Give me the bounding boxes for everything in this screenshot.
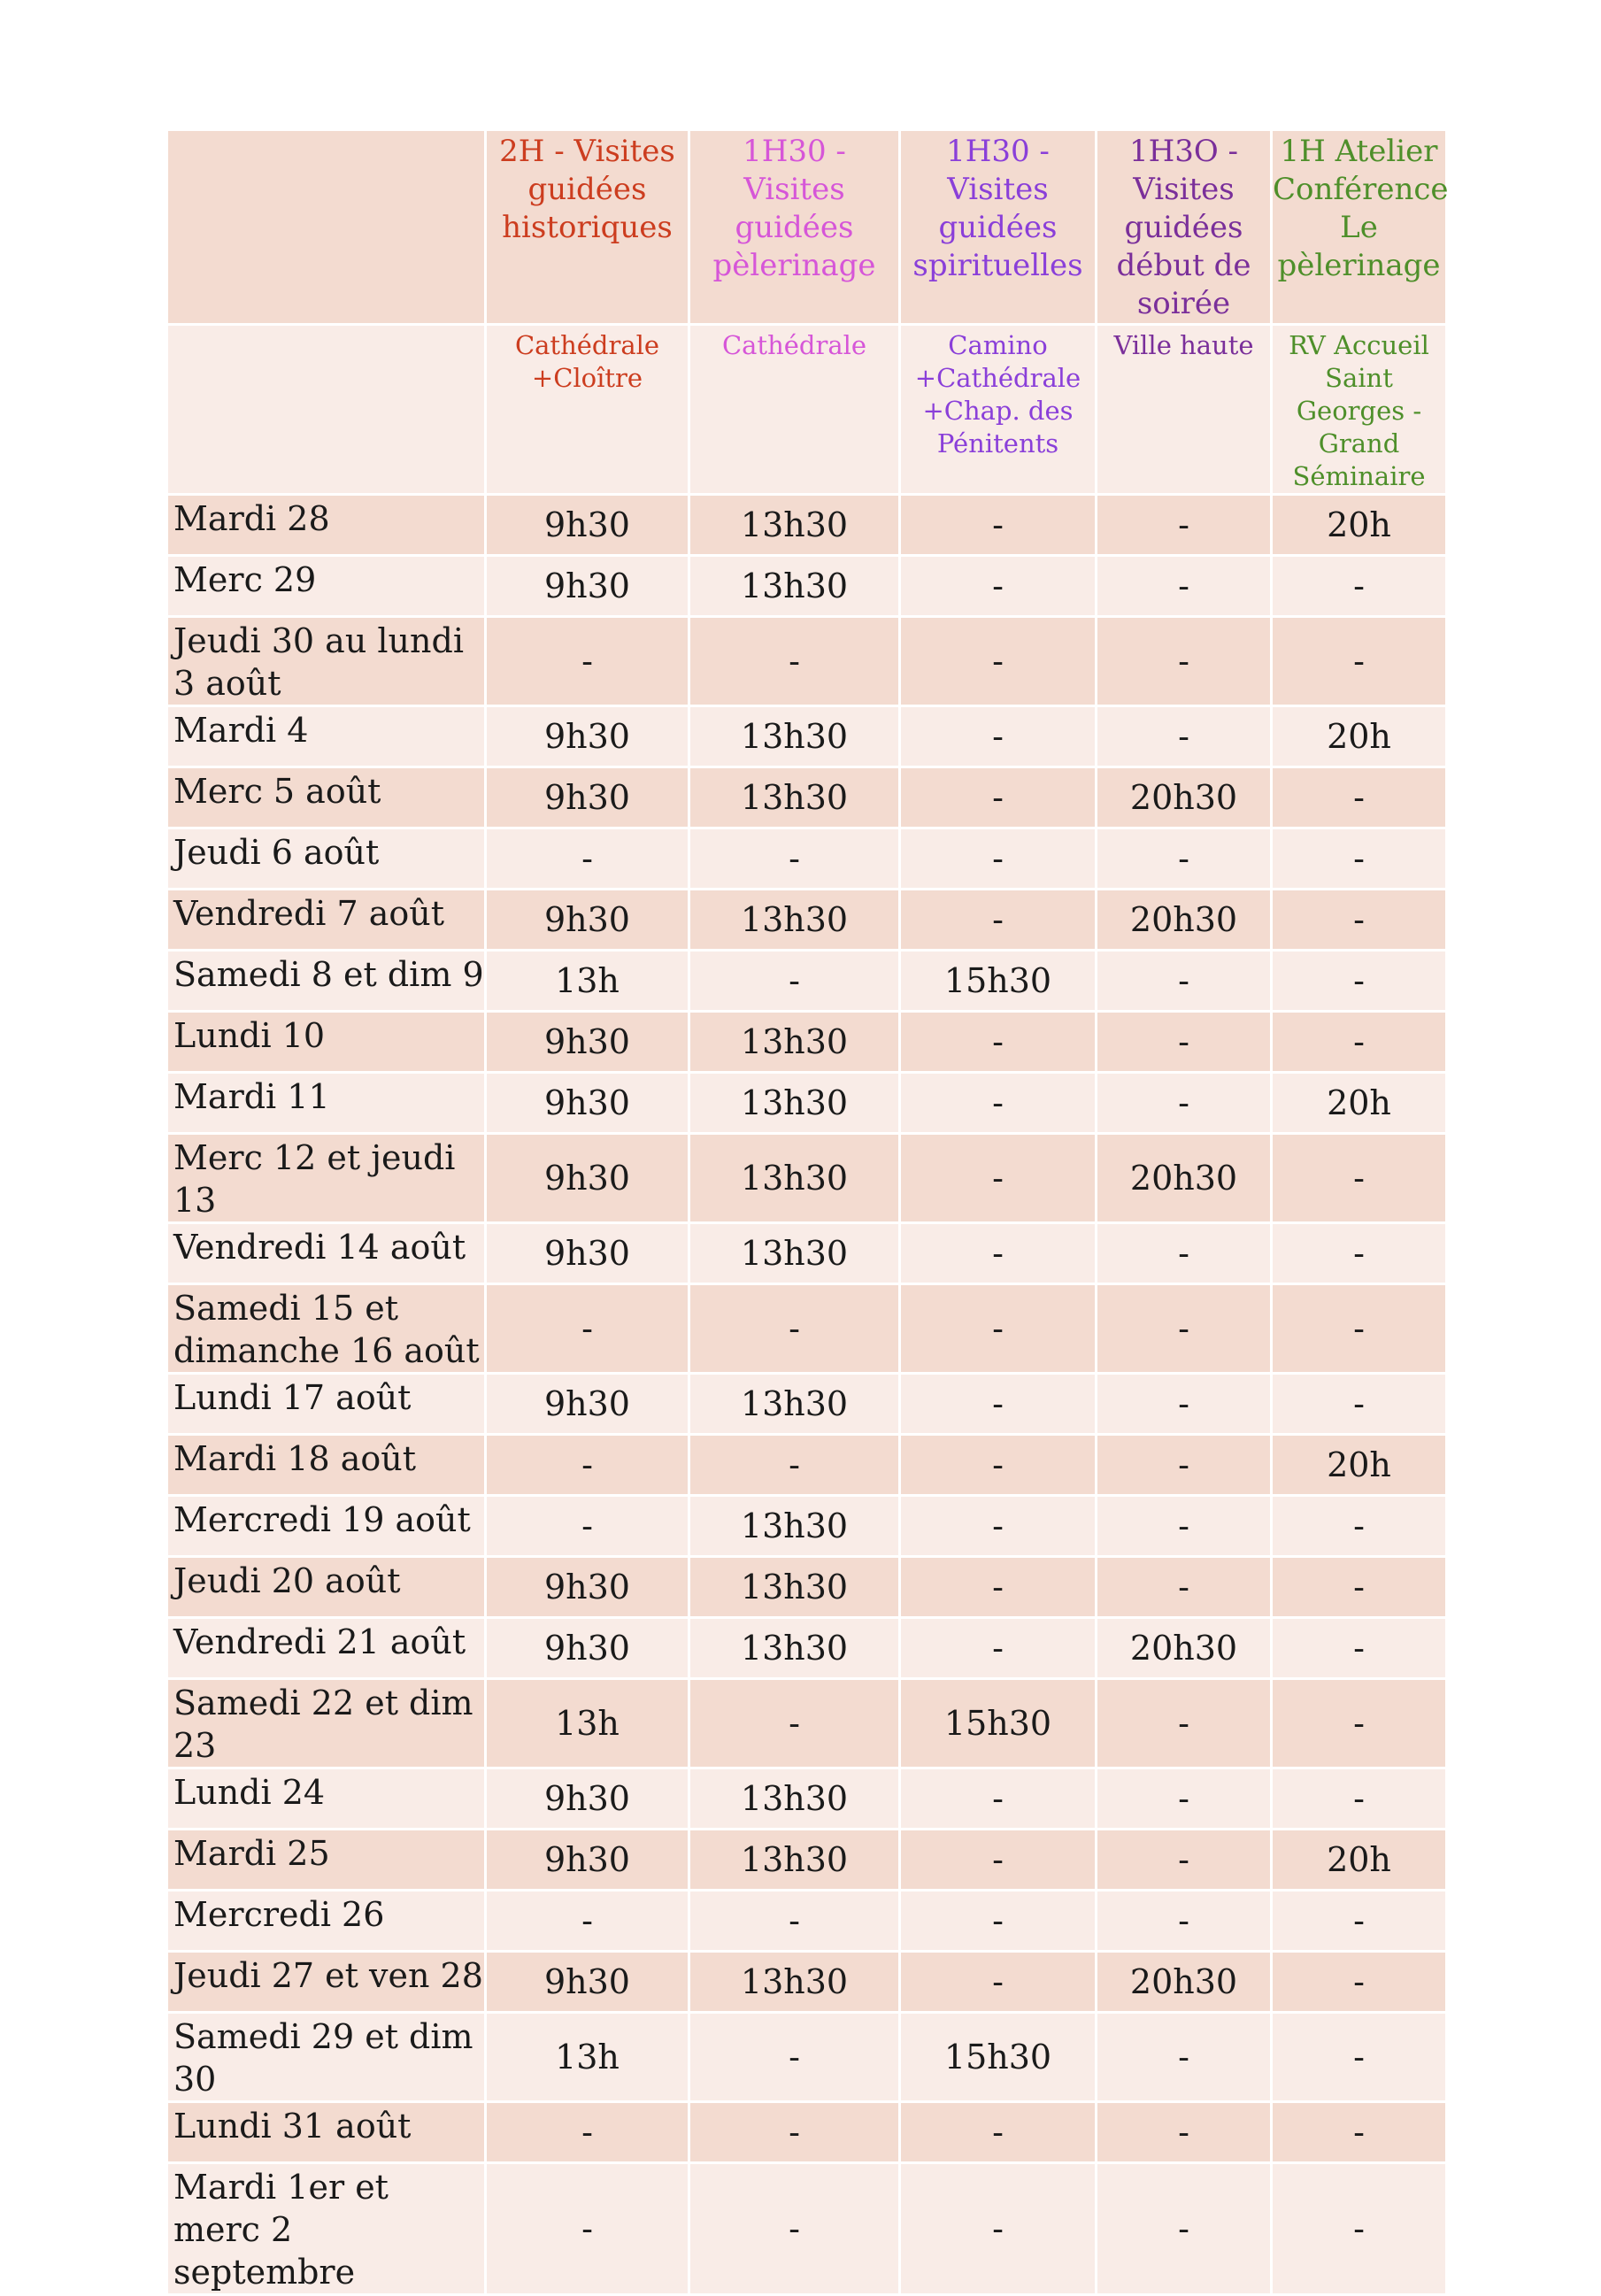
- table-row: [167, 556, 1447, 617]
- row-cell-value: 13h30: [689, 1952, 900, 2013]
- row-cell-value: 9h30: [486, 1557, 689, 1618]
- row-cell-value: -: [486, 1284, 689, 1374]
- row-cell-value: -: [689, 828, 900, 890]
- row-cell-value: 13h: [486, 2013, 689, 2102]
- row-cell-value: -: [486, 1891, 689, 1952]
- row-cell-value: -: [900, 1768, 1097, 1830]
- table-row: [167, 2163, 1447, 2295]
- row-cell-value: -: [1097, 706, 1272, 767]
- table-row: [167, 1557, 1447, 1618]
- row-cell-value: -: [900, 495, 1097, 556]
- row-day-label: Merc 5 août: [167, 767, 486, 828]
- row-day-label: Lundi 31 août: [167, 2102, 486, 2163]
- row-cell-value: -: [1097, 1557, 1272, 1618]
- row-cell-value: -: [1097, 556, 1272, 617]
- row-cell-value: 13h30: [689, 1830, 900, 1891]
- table-row: [167, 1073, 1447, 1134]
- table-row: [167, 1374, 1447, 1435]
- row-cell-value: 9h30: [486, 556, 689, 617]
- row-day-label: Vendredi 21 août: [167, 1618, 486, 1679]
- row-cell-value: -: [486, 828, 689, 890]
- row-cell-value: 20h: [1272, 706, 1447, 767]
- row-cell-value: 13h30: [689, 495, 900, 556]
- row-day-label: Jeudi 6 août: [167, 828, 486, 890]
- row-cell-value: -: [1272, 1223, 1447, 1284]
- row-cell-value: -: [1097, 1768, 1272, 1830]
- table-row: [167, 1435, 1447, 1496]
- row-cell-value: -: [486, 1435, 689, 1496]
- row-day-label: Jeudi 27 et ven 28: [167, 1952, 486, 2013]
- row-cell-value: 13h30: [689, 1223, 900, 1284]
- table-row: [167, 1952, 1447, 2013]
- row-cell-value: -: [689, 951, 900, 1012]
- row-cell-value: 9h30: [486, 1952, 689, 2013]
- row-cell-value: -: [900, 1891, 1097, 1952]
- row-day-label: Merc 29: [167, 556, 486, 617]
- table-row: [167, 951, 1447, 1012]
- row-cell-value: -: [1272, 1618, 1447, 1679]
- row-day-label: Mardi 18 août: [167, 1435, 486, 1496]
- row-cell-value: -: [1097, 495, 1272, 556]
- row-cell-value: -: [1272, 1891, 1447, 1952]
- table-row: [167, 2102, 1447, 2163]
- row-cell-value: -: [1097, 1374, 1272, 1435]
- table-row: [167, 2013, 1447, 2102]
- row-cell-value: 9h30: [486, 1830, 689, 1891]
- table-row: [167, 1223, 1447, 1284]
- row-cell-value: -: [1272, 2102, 1447, 2163]
- row-cell-value: -: [1097, 1435, 1272, 1496]
- row-cell-value: 13h30: [689, 1557, 900, 1618]
- row-cell-value: 9h30: [486, 1768, 689, 1830]
- row-day-label: Mardi 25: [167, 1830, 486, 1891]
- row-cell-value: 13h30: [689, 706, 900, 767]
- row-cell-value: 13h30: [689, 1073, 900, 1134]
- row-cell-value: -: [1272, 1134, 1447, 1223]
- row-cell-value: -: [486, 2102, 689, 2163]
- table-row: [167, 1496, 1447, 1557]
- col-place-pelerinage: Cathédrale: [689, 325, 900, 495]
- table-row: [167, 1134, 1447, 1223]
- row-cell-value: -: [1097, 1012, 1272, 1073]
- col-place-atelier: RV Accueil Saint Georges -Grand Séminaire: [1272, 325, 1447, 495]
- row-cell-value: -: [689, 2163, 900, 2295]
- row-cell-value: 13h30: [689, 1496, 900, 1557]
- row-day-label: Vendredi 14 août: [167, 1223, 486, 1284]
- header-row: [167, 130, 1447, 325]
- row-cell-value: 13h30: [689, 890, 900, 951]
- row-cell-value: -: [1097, 1496, 1272, 1557]
- row-cell-value: -: [1097, 2102, 1272, 2163]
- row-day-label: Merc 12 et jeudi 13: [167, 1134, 486, 1223]
- row-cell-value: -: [486, 2163, 689, 2295]
- row-cell-value: 20h: [1272, 1830, 1447, 1891]
- row-cell-value: -: [900, 1284, 1097, 1374]
- row-cell-value: 20h: [1272, 1435, 1447, 1496]
- table-row: [167, 706, 1447, 767]
- row-cell-value: -: [1272, 890, 1447, 951]
- row-cell-value: -: [689, 2102, 900, 2163]
- row-cell-value: -: [1097, 1073, 1272, 1134]
- row-cell-value: 9h30: [486, 890, 689, 951]
- row-cell-value: -: [900, 1618, 1097, 1679]
- row-cell-value: -: [900, 767, 1097, 828]
- row-day-label: Lundi 17 août: [167, 1374, 486, 1435]
- row-cell-value: -: [1272, 1952, 1447, 2013]
- row-cell-value: 15h30: [900, 951, 1097, 1012]
- row-cell-value: 13h: [486, 951, 689, 1012]
- row-cell-value: -: [900, 1223, 1097, 1284]
- place-corner: [167, 325, 486, 495]
- table-row: [167, 767, 1447, 828]
- col-title-atelier: 1H Atelier Conférence Le pèlerinage: [1272, 130, 1447, 325]
- row-cell-value: -: [1272, 828, 1447, 890]
- row-cell-value: -: [900, 1134, 1097, 1223]
- row-cell-value: -: [900, 890, 1097, 951]
- row-cell-value: -: [900, 1952, 1097, 2013]
- table-row: [167, 828, 1447, 890]
- row-cell-value: 13h30: [689, 556, 900, 617]
- table-row: [167, 1679, 1447, 1768]
- row-cell-value: -: [1272, 2013, 1447, 2102]
- row-cell-value: -: [1272, 1374, 1447, 1435]
- row-cell-value: 20h30: [1097, 1952, 1272, 2013]
- row-cell-value: -: [900, 828, 1097, 890]
- row-cell-value: 20h30: [1097, 1134, 1272, 1223]
- table-row: [167, 495, 1447, 556]
- row-cell-value: -: [1272, 1284, 1447, 1374]
- row-cell-value: 13h30: [689, 1374, 900, 1435]
- table-row: [167, 1618, 1447, 1679]
- row-day-label: Mardi 28: [167, 495, 486, 556]
- row-cell-value: -: [1272, 617, 1447, 706]
- row-day-label: Samedi 22 et dim 23: [167, 1679, 486, 1768]
- row-cell-value: -: [1272, 2163, 1447, 2295]
- col-title-soiree: 1H3O -Visites guidées début de soirée: [1097, 130, 1272, 325]
- row-day-label: Jeudi 20 août: [167, 1557, 486, 1618]
- row-cell-value: -: [900, 1012, 1097, 1073]
- place-row: [167, 325, 1447, 495]
- table-row: [167, 1768, 1447, 1830]
- row-cell-value: -: [1097, 2163, 1272, 2295]
- row-cell-value: 9h30: [486, 1618, 689, 1679]
- row-cell-value: -: [1272, 1012, 1447, 1073]
- col-title-historiques: 2H - Visites guidées historiques: [486, 130, 689, 325]
- row-cell-value: 9h30: [486, 1134, 689, 1223]
- row-cell-value: -: [900, 1830, 1097, 1891]
- row-cell-value: -: [689, 1679, 900, 1768]
- table-row: [167, 1284, 1447, 1374]
- row-cell-value: -: [689, 617, 900, 706]
- row-cell-value: -: [900, 617, 1097, 706]
- row-cell-value: 20h30: [1097, 1618, 1272, 1679]
- row-cell-value: 15h30: [900, 1679, 1097, 1768]
- row-cell-value: -: [486, 1496, 689, 1557]
- row-cell-value: -: [689, 2013, 900, 2102]
- row-day-label: Mercredi 26: [167, 1891, 486, 1952]
- table-row: [167, 617, 1447, 706]
- row-cell-value: 13h: [486, 1679, 689, 1768]
- row-cell-value: 13h30: [689, 767, 900, 828]
- table-row: [167, 890, 1447, 951]
- col-place-historiques: Cathédrale +Cloître: [486, 325, 689, 495]
- row-cell-value: -: [1097, 1830, 1272, 1891]
- row-cell-value: -: [1097, 828, 1272, 890]
- row-cell-value: 9h30: [486, 767, 689, 828]
- row-day-label: Lundi 24: [167, 1768, 486, 1830]
- row-cell-value: 13h30: [689, 1012, 900, 1073]
- row-cell-value: 13h30: [689, 1768, 900, 1830]
- col-title-spirituelles: 1H30 - Visites guidées spirituelles: [900, 130, 1097, 325]
- row-cell-value: -: [1272, 1496, 1447, 1557]
- row-cell-value: 9h30: [486, 1012, 689, 1073]
- row-day-label: Mardi 11: [167, 1073, 486, 1134]
- row-cell-value: -: [486, 617, 689, 706]
- row-cell-value: -: [1097, 1223, 1272, 1284]
- row-cell-value: -: [900, 1435, 1097, 1496]
- row-day-label: Samedi 8 et dim 9: [167, 951, 486, 1012]
- row-cell-value: -: [900, 2102, 1097, 2163]
- row-cell-value: -: [1097, 1679, 1272, 1768]
- row-cell-value: -: [900, 1557, 1097, 1618]
- row-cell-value: -: [689, 1435, 900, 1496]
- row-day-label: Samedi 29 et dim 30: [167, 2013, 486, 2102]
- row-day-label: Lundi 10: [167, 1012, 486, 1073]
- col-title-pelerinage: 1H30 - Visites guidées pèlerinage: [689, 130, 900, 325]
- row-day-label: Samedi 15 et dimanche 16 août: [167, 1284, 486, 1374]
- row-cell-value: 20h: [1272, 495, 1447, 556]
- row-cell-value: 15h30: [900, 2013, 1097, 2102]
- row-cell-value: -: [1272, 767, 1447, 828]
- row-cell-value: 20h: [1272, 1073, 1447, 1134]
- row-cell-value: 9h30: [486, 1223, 689, 1284]
- row-cell-value: -: [1272, 1557, 1447, 1618]
- header-corner: [167, 130, 486, 325]
- table-row: [167, 1830, 1447, 1891]
- row-cell-value: -: [900, 556, 1097, 617]
- row-cell-value: -: [900, 1374, 1097, 1435]
- row-cell-value: 13h30: [689, 1134, 900, 1223]
- row-cell-value: 20h30: [1097, 890, 1272, 951]
- schedule-table: [165, 128, 1448, 2296]
- row-cell-value: -: [1272, 1768, 1447, 1830]
- row-cell-value: -: [689, 1284, 900, 1374]
- table-row: [167, 1891, 1447, 1952]
- row-cell-value: -: [1097, 1284, 1272, 1374]
- row-cell-value: -: [1272, 556, 1447, 617]
- row-cell-value: 9h30: [486, 495, 689, 556]
- row-cell-value: 13h30: [689, 1618, 900, 1679]
- row-cell-value: -: [900, 1073, 1097, 1134]
- table-row: [167, 1012, 1447, 1073]
- row-cell-value: -: [1097, 951, 1272, 1012]
- row-cell-value: -: [1097, 617, 1272, 706]
- row-day-label: Mardi 4: [167, 706, 486, 767]
- row-cell-value: -: [900, 2163, 1097, 2295]
- row-cell-value: -: [900, 706, 1097, 767]
- schedule-sheet: [165, 128, 1449, 2296]
- row-cell-value: 9h30: [486, 1073, 689, 1134]
- col-place-soiree: Ville haute: [1097, 325, 1272, 495]
- row-cell-value: 9h30: [486, 1374, 689, 1435]
- row-cell-value: 9h30: [486, 706, 689, 767]
- row-cell-value: -: [1097, 2013, 1272, 2102]
- row-day-label: Mercredi 19 août: [167, 1496, 486, 1557]
- row-cell-value: -: [900, 1496, 1097, 1557]
- row-cell-value: -: [1272, 1679, 1447, 1768]
- row-cell-value: -: [1097, 1891, 1272, 1952]
- row-cell-value: -: [689, 1891, 900, 1952]
- row-cell-value: 20h30: [1097, 767, 1272, 828]
- row-cell-value: -: [1272, 951, 1447, 1012]
- row-day-label: Mardi 1er et merc 2 septembre: [167, 2163, 486, 2295]
- row-day-label: Jeudi 30 au lundi 3 août: [167, 617, 486, 706]
- row-day-label: Vendredi 7 août: [167, 890, 486, 951]
- col-place-spirituelles: Camino +Cathédrale +Chap. des Pénitents: [900, 325, 1097, 495]
